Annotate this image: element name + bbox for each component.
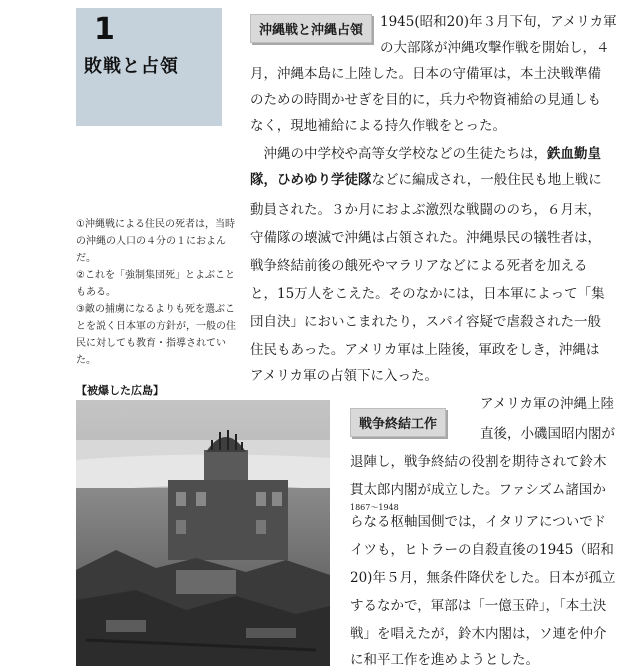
text-line: 直後，小磯国昭内閣が [480, 426, 615, 442]
section-heading-okinawa: 沖縄戦と沖縄占領 [250, 14, 372, 43]
text-line: アメリカ軍の占領下に入った。 [250, 368, 439, 384]
text-line: 動員された。３か月におよぶ激烈な戦闘ののち，６月末， [250, 202, 601, 218]
text-line: に和平工作を進めようとした。 [350, 652, 539, 668]
text-line [250, 148, 601, 162]
photo-caption: 【被爆した広島】 [76, 384, 164, 397]
chapter-title: 敗戦と占領 [84, 56, 179, 77]
side-notes [76, 216, 236, 369]
text-line: の大部隊が沖縄攻撃作戦を開始し，４ [380, 40, 610, 56]
text-line: 20)年５月，無条件降伏をした。日本が孤立 [350, 570, 616, 586]
chapter-number: 1 [94, 12, 115, 47]
text-line: 戦争終結前後の餓死やマラリアなどによる死者を加える [250, 258, 588, 274]
note-3: ③敵の捕虜になるよりも死を選ぶことを説く日本軍の方針が，一般の住民に対しても教育・指導されていた。 [76, 304, 236, 366]
text-line: 戦」を唱えたが，鈴木内閣は，ソ連を仲介 [350, 626, 607, 642]
chapter-box [76, 8, 222, 126]
note-1: ①沖縄戦による住民の死者は，当時の沖縄の人口の４分の１におよんだ。 [76, 219, 235, 264]
text-line: らなる枢軸国側では，イタリアについでド [350, 514, 606, 530]
text-line: なく，現地補給による持久作戦をとった。 [250, 118, 506, 134]
text-line: アメリカ軍の沖縄上陸 [480, 396, 615, 412]
text-line: するなかで，軍部は「一億玉砕」，「本土決 [350, 598, 607, 614]
text-line: 1945(昭和20)年３月下旬，アメリカ軍 [380, 14, 617, 30]
section-heading-war-end: 戦争終結工作 [350, 408, 446, 437]
text-line: 貫太郎内閣が成立した。ファシズム諸国か [350, 482, 606, 498]
bold-term: 鉄血勤皇 [547, 146, 601, 162]
hiroshima-photo [76, 400, 330, 666]
text-line: 退陣し，戦争終結の役割を期待されて鈴木 [350, 454, 607, 470]
lifespan-note: 1867〜1948 [350, 503, 399, 512]
text-line: 団自決」においこまれたり，スパイ容疑で虐殺された一般 [250, 314, 601, 330]
text-line: 住民もあった。アメリカ軍は上陸後，軍政をしき，沖縄は [250, 342, 600, 358]
text-line: 月，沖縄本島に上陸した。日本の守備軍は，本土決戦準備 [250, 66, 601, 82]
text-line: 守備隊の壊滅で沖縄は占領された。沖縄県民の犠牲者は， [250, 230, 601, 246]
text-line: と，15万人をこえた。そのなかには，日本軍によって「集 [250, 286, 605, 302]
bold-term: 隊，ひめゆり学徒隊 [250, 172, 372, 188]
text-line: のための時間かせぎを目的に，兵力や物資補給の見通しも [250, 92, 601, 108]
note-2: ②これを「強制集団死」とよぶこともある。 [76, 270, 235, 298]
text-line [250, 174, 602, 188]
text-line: イツも，ヒトラーの自殺直後の1945（昭和 [350, 542, 614, 558]
text-segment: などに編成され，一般住民も地上戦に [371, 172, 602, 188]
text-segment: 沖縄の中学校や高等女学校などの生徒たちは， [250, 146, 547, 162]
